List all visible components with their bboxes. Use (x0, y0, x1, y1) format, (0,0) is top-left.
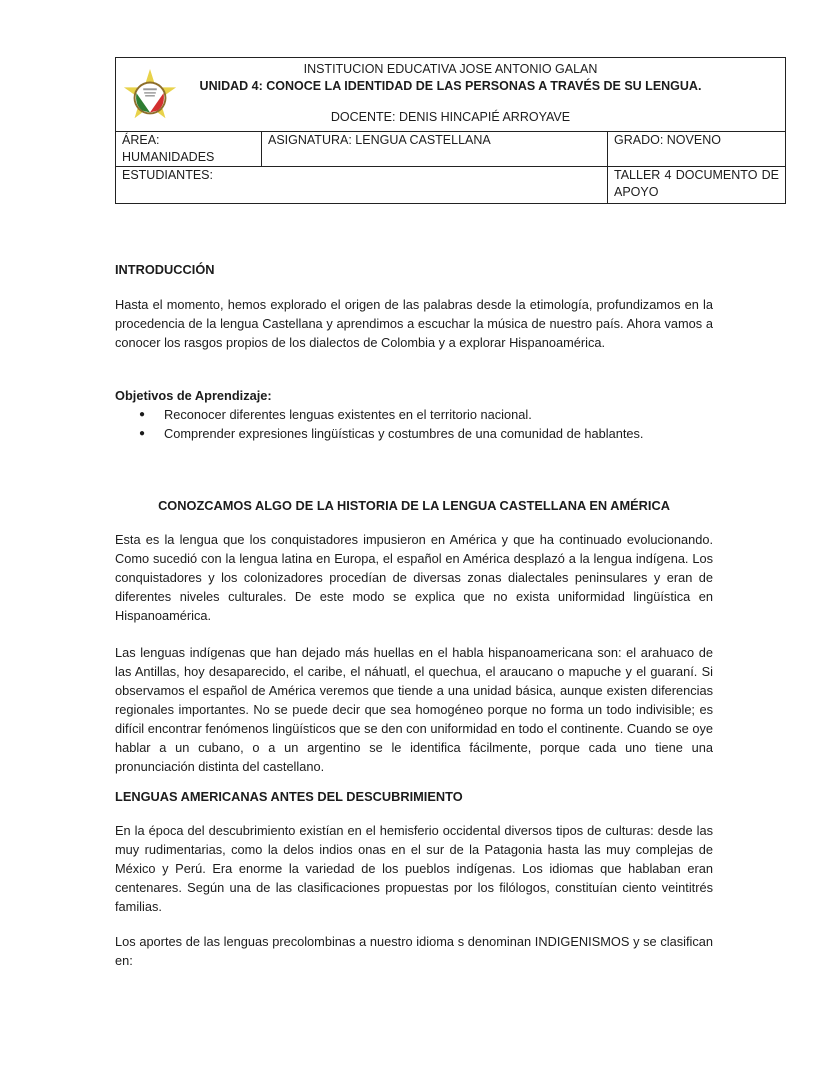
students-cell: ESTUDIANTES: (116, 167, 608, 204)
history-body-1 (115, 530, 713, 625)
objectives-section (115, 386, 713, 443)
american-languages-body-2 (115, 932, 713, 970)
intro-body (115, 295, 713, 352)
american-languages-section (115, 787, 713, 806)
header-title-cell (116, 58, 786, 132)
institution-name: INSTITUCION EDUCATIVA JOSE ANTONIO GALAN (303, 62, 598, 76)
area-cell: ÁREA: HUMANIDADES (116, 132, 262, 167)
objective-item: ● Comprender expresiones lingüísticas y costumbres de una comunidad de hablantes. (164, 424, 713, 443)
history-heading: CONOZCAMOS ALGO DE LA HISTORIA DE LA LENGUA CASTELLANA EN AMÉRICA (158, 498, 670, 513)
history-paragraph: Esta es la lengua que los conquistadores impusieron en América y que ha continuado evolucionando. Como sucedió con la lengua latina en Europa, el español en América desplazó a la lengua indígena. Los conquistadores y los colonizadores procedían de diversas zonas dialectales peninsulares y eran de diferentes niveles culturales. De este modo se explica que no exista uniformidad lingüística en Hispanoamérica. (115, 532, 713, 623)
objectives-list (115, 405, 713, 443)
subject-cell: ASIGNATURA: LENGUA CASTELLANA (262, 132, 608, 167)
intro-paragraph: Hasta el momento, hemos explorado el origen de las palabras desde la etimología, profundizamos en la procedencia de la lengua Castellana y aprendimos a escuchar la música de nuestro país. Ahora vamos a conocer los rasgos propios de los dialectos de Colombia y a explorar Hispanoamérica. (115, 297, 713, 350)
intro-heading: INTRODUCCIÓN (115, 262, 215, 277)
grade-cell: GRADO: NOVENO (608, 132, 786, 167)
objective-item: ● Reconocer diferentes lenguas existentes en el territorio nacional. (164, 405, 713, 424)
history-body-2 (115, 643, 713, 776)
american-languages-body-1 (115, 821, 713, 916)
american-languages-heading: LENGUAS AMERICANAS ANTES DEL DESCUBRIMIENTO (115, 789, 463, 804)
workshop-cell: TALLER 4 DOCUMENTO DE APOYO (608, 167, 786, 204)
intro-section (115, 260, 713, 279)
history-section (115, 496, 713, 515)
american-languages-paragraph: Los aportes de las lenguas precolombinas a nuestro idioma s denominan INDIGENISMOS y se clasifican en: (115, 934, 713, 968)
objectives-heading: Objetivos de Aprendizaje: (115, 388, 272, 403)
school-crest-icon (121, 68, 179, 126)
teacher-name: DOCENTE: DENIS HINCAPIÉ ARROYAVE (330, 110, 571, 124)
american-languages-paragraph: En la época del descubrimiento existían en el hemisferio occidental diversos tipos de culturas: desde las muy rudimentarias, como la delos indios onas en el sur de la Patagonia hasta las muy complejas de México y Perú. Era enorme la variedad de los pueblos indígenas. Los idiomas que hablaban eran centenares. Según una de las clasificaciones propuestas por los filólogos, constituían ciento veintitrés familias. (115, 823, 713, 914)
header-table (115, 57, 786, 204)
history-paragraph: Las lenguas indígenas que han dejado más huellas en el habla hispanoamericana son: el arahuaco de las Antillas, hoy desaparecido, el caribe, el náhuatl, el quechua, el araucano o mapuche y el guaraní. Si observamos el español de América veremos que tiende a una unidad básica, aunque existen diferencias regionales importantes. No se puede decir que sea homogéneo porque no forma un todo indivisible; es difícil encontrar fenómenos lingüísticos que se den con uniformidad en todo el continente. Cuando se oye hablar a un cubano, o a un argentino se le identifica fácilmente, porque cada uno tiene una pronunciación distinta del castellano. (115, 645, 713, 774)
unit-title: UNIDAD 4: CONOCE LA IDENTIDAD DE LAS PERSONAS A TRAVÉS DE SU LENGUA. (199, 79, 702, 93)
